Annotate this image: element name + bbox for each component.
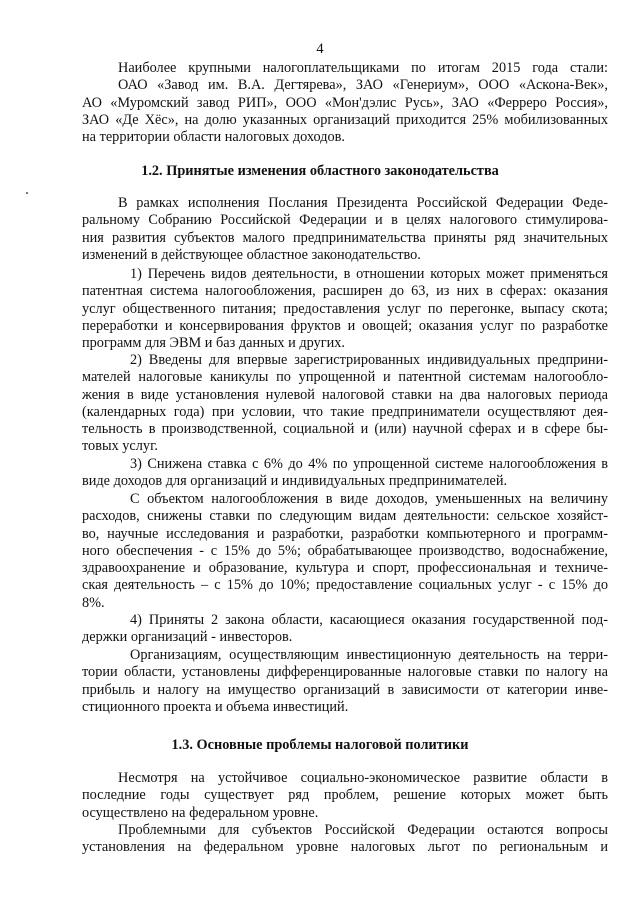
section-1-2-item-3 — [82, 456, 608, 491]
text-line: Организациям, осуществляющим инвестиционную деятельность на терри- — [130, 647, 608, 663]
scan-speck — [26, 192, 28, 194]
text-line: АО «Муромский завод РИП», ООО «Мон'дэлис Русь», ЗАО «Ферреро Россия», — [82, 94, 608, 111]
text-line: держки организаций - инвесторов. — [82, 629, 293, 646]
text-line: виде доходов для организаций и индивидуальных предпринимателей. — [82, 473, 508, 490]
text-line: Несмотря на устойчивое социально-экономическое развитие области в — [118, 770, 608, 786]
text-line: установления на федеральном уровне налоговых льгот по региональным и — [82, 839, 608, 856]
section-heading-1-3: 1.3. Основные проблемы налоговой политики — [171, 737, 469, 753]
text-line: последние годы существует ряд проблем, решение которых может быть — [82, 787, 608, 804]
intro-paragraph — [82, 60, 608, 146]
text-line: прибыль и налогу на имущество организаций в зависимости от категории инве- — [82, 681, 608, 698]
text-line: патентная система налогообложения, расширен до 63, из них в сферах: оказания — [82, 283, 608, 300]
text-line: товых услуг. — [82, 438, 158, 455]
text-line: Наиболее крупными налогоплательщиками по итогам 2015 года стали: — [118, 60, 608, 76]
section-1-3-paragraph-1 — [82, 770, 608, 822]
text-line: 8%. — [82, 594, 105, 611]
text-line: (календарных года) при условии, что такие предприниматели осуществляют дея- — [82, 403, 608, 420]
text-line: 1) Перечень видов деятельности, в отношении которых может применяться — [130, 266, 608, 282]
text-line: на территории области налоговых доходов. — [82, 129, 346, 146]
section-1-2-paragraph-investors — [82, 647, 608, 716]
text-line: С объектом налогообложения в виде доходов, уменьшенных на величину — [130, 491, 608, 507]
text-line: ская деятельность – с 15% до 10%; предоставление социальных услуг - с 15% до — [82, 577, 608, 594]
section-1-2-item-1 — [82, 266, 608, 352]
text-line: мателей налоговые каникулы по упрощенной и патентной системам налогообло- — [82, 369, 608, 386]
text-line: Проблемными для субъектов Российской Федерации остаются вопросы — [118, 822, 608, 838]
page-number: 4 — [316, 41, 324, 57]
section-1-2-item-4 — [82, 612, 608, 647]
text-line: 3) Снижена ставка с 6% до 4% по упрощенной системе налогообложения в — [130, 456, 608, 472]
text-line: ральному Собранию Российской Федерации и в целях налогового стимулирова- — [82, 212, 608, 229]
text-line: ния развития субъектов малого предпринимательства приняты ряд значительных — [82, 229, 608, 246]
text-line: тельность в производственной, социальной и (или) научной сферах и в сфере бы- — [82, 421, 608, 438]
text-line: ного обеспечения - с 15% до 5%; обрабатывающее производство, водоснабжение, — [82, 542, 608, 559]
text-line: здравоохранение и образование, культура и спорт, профессиональная и техниче- — [82, 560, 608, 577]
text-line: услуг общественного питания; предоставления услуг по перегонке, выпасу скота; — [82, 300, 608, 317]
text-line: изменений в действующее областное законодательство. — [82, 246, 421, 263]
section-1-2-paragraph-1 — [82, 195, 608, 264]
text-line: стиционного проекта и объема инвестиций. — [82, 698, 349, 715]
text-line: переработки и консервирования фруктов и овощей; оказания услуг по разработке — [82, 317, 608, 334]
text-line: расходов, снижены ставки по следующим видам деятельности: сельское хозяйст- — [82, 508, 608, 525]
section-1-2-item-2 — [82, 352, 608, 456]
text-line: во, научные исследования и разработки, разработки компьютерного и программ- — [82, 525, 608, 542]
text-line: программ для ЭВМ и баз данных и других. — [82, 335, 345, 352]
text-line: жения в виде установления нулевой налоговой ставки на два налоговых периода — [82, 386, 608, 403]
text-line: осуществлено на федеральном уровне. — [82, 804, 319, 821]
text-line: тории области, установлены дифференцированные налоговые ставки по налогу на — [82, 664, 608, 681]
section-heading-1-2: 1.2. Принятые изменения областного законодательства — [141, 163, 499, 179]
text-line: ЗАО «Де Хёс», на долю указанных организаций приходится 25% мобилизованных — [82, 111, 608, 128]
section-1-3-paragraph-2 — [82, 822, 608, 857]
text-line: ОАО «Завод им. В.А. Дегтярева», ЗАО «Генериум», ООО «Аскона-Век», — [118, 77, 608, 94]
text-line: 4) Приняты 2 закона области, касающиеся оказания государственной под- — [130, 612, 608, 628]
section-1-2-paragraph-rates — [82, 491, 608, 612]
text-line: В рамках исполнения Послания Президента Российской Федерации Феде- — [118, 195, 608, 211]
text-line: 2) Введены для впервые зарегистрированных индивидуальных предприни- — [130, 352, 608, 368]
